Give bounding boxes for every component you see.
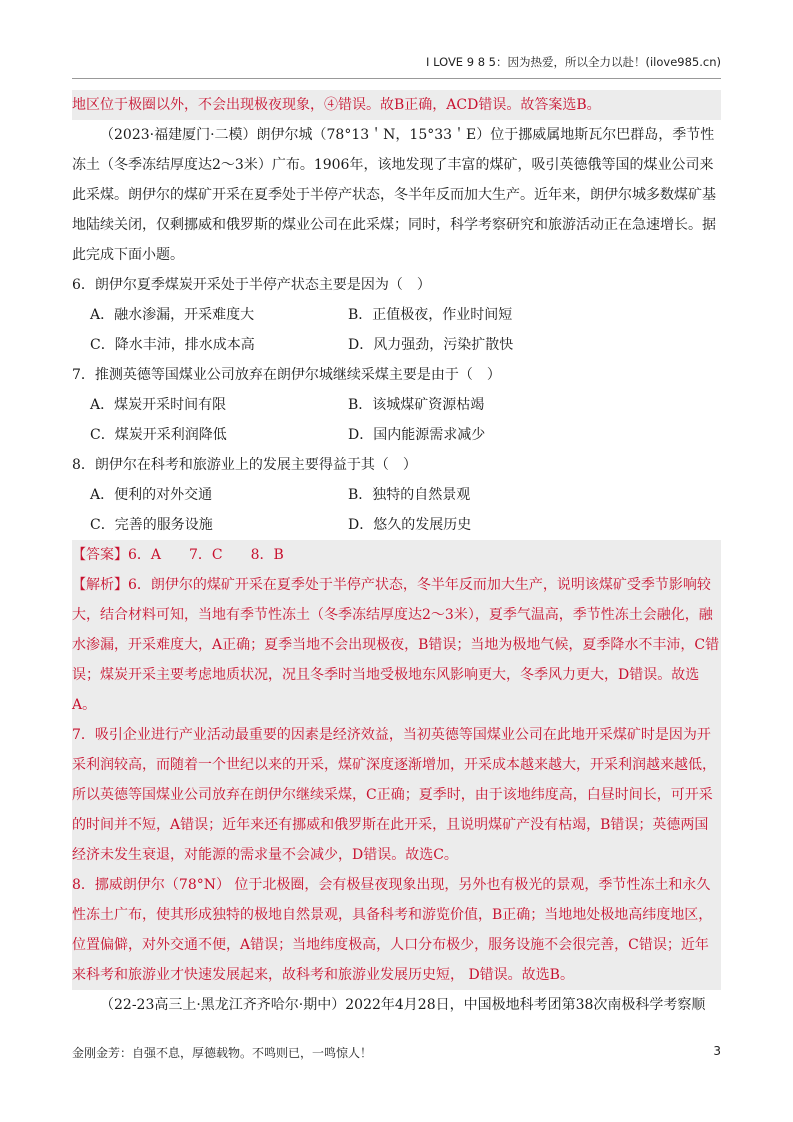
question-stem: 6．朗伊尔夏季煤炭开采处于半停产状态主要是因为（ ） xyxy=(72,277,431,293)
analysis-6 xyxy=(72,570,721,720)
analysis-6-text: 6．朗伊尔的煤矿开采在夏季处于半停产状态，冬半年反而加大生产，说明该煤矿受季节影响较大，结合材料可知，当地有季节性冻土（冬季冻结厚度达2～3米），夏季气温高，季节性冻土会融化，融水渗漏，开采难度大，A正确；夏季当地不会出现极夜，B错误；当地为极地气候，夏季降水不丰沛，C错误；煤炭开采主要考虑地质状况，况且冬季时当地受极地东风影响更大，冬季风力更大，D错误。故选A。 xyxy=(72,577,720,713)
passage-text: （2023·福建厦门·二模）朗伊尔城（78°13＇N，15°33＇E）位于挪威属地斯瓦尔巴群岛，季节性冻土（冬季冻结厚度达2～3米）广布。1906年，该地发现了丰富的煤矿，吸引英德俄等国的煤业公司来此采煤。朗伊尔的煤矿开采在夏季处于半停产状态，冬半年反而加大生产。近年来，朗伊尔城多数煤矿基地陆续关闭，仅剩挪威和俄罗斯的煤业公司在此采煤；同时，科学考察研究和旅游活动正在急速增长。据此完成下面小题。 xyxy=(72,127,716,263)
answer-line xyxy=(72,540,721,570)
option-b: B．该城煤矿资源枯竭 xyxy=(348,397,485,413)
analysis-8: 8．挪威朗伊尔（78°N） 位于北极圈，会有极昼夜现象出现，另外也有极光的景观，季节性冻土和永久性冻土广布，使其形成独特的极地自然景观，具备科考和游览价值，B正确；当地地处极地高纬度地区，位置偏僻，对外交通不便，A错误；当地纬度极高，人口分布极少，服务设施不会很完善，C错误；近年来科考和旅游业才快速发展起来，故科考和旅游业发展历史短， D错误。故选B。 xyxy=(72,877,713,983)
question-8 xyxy=(72,450,721,540)
question-6 xyxy=(72,270,721,360)
page-number: 3 xyxy=(713,1044,721,1058)
answer-text: 6．A 7．C 8．B xyxy=(128,547,284,563)
option-a: A．融水渗漏，开采难度大 xyxy=(90,307,255,323)
page-header: I LOVE 9 8 5：因为热爱，所以全力以赴！(ilove985.cn) xyxy=(426,55,721,69)
question-stem: 8．朗伊尔在科考和旅游业上的发展主要得益于其（ ） xyxy=(72,457,417,473)
options-row xyxy=(72,480,721,510)
options-row xyxy=(72,330,721,360)
option-d: D．风力强劲，污染扩散快 xyxy=(348,337,514,353)
option-a: A．煤炭开采时间有限 xyxy=(90,397,227,413)
options-row xyxy=(72,420,721,450)
previous-analysis-tail: 地区位于极圈以外，不会出现极夜现象，④错误。故B正确，ACD错误。故答案选B。 xyxy=(72,90,721,120)
option-b: B．独特的自然景观 xyxy=(348,487,471,503)
document-body xyxy=(72,90,721,1020)
options-row xyxy=(72,300,721,330)
option-a: A．便利的对外交通 xyxy=(90,487,213,503)
option-c: C．降水丰沛，排水成本高 xyxy=(90,337,255,353)
next-passage-start: （22-23高三上·黑龙江齐齐哈尔·期中）2022年4月28日，中国极地科考团第38次南极科学考察顺 xyxy=(100,997,706,1013)
answer-label: 【答案】 xyxy=(72,547,128,563)
analysis-label: 【解析】 xyxy=(72,577,128,593)
options-row xyxy=(72,390,721,420)
option-c: C．煤炭开采利润降低 xyxy=(90,427,227,443)
option-b: B．正值极夜，作业时间短 xyxy=(348,307,513,323)
option-d: D．悠久的发展历史 xyxy=(348,517,472,533)
option-c: C．完善的服务设施 xyxy=(90,517,213,533)
question-stem: 7．推测英德等国煤业公司放弃在朗伊尔城继续采煤主要是由于（ ） xyxy=(72,367,501,383)
analysis-7: 7．吸引企业进行产业活动最重要的因素是经济效益，当初英德等国煤业公司在此地开采煤矿时是因为开采利润较高，而随着一个世纪以来的开采，煤矿深度逐渐增加，开采成本越来越大，开采利润越来越低，所以英德等国煤业公司放弃在朗伊尔继续采煤，C正确；夏季时，由于该地纬度高，白昼时间长，可开采的时间并不短，A错误；近年来还有挪威和俄罗斯在此开采，且说明煤矿产没有枯竭，B错误；英德两国经济未发生衰退，对能源的需求量不会减少，D错误。故选C。 xyxy=(72,727,716,863)
footer-motto: 金刚金芳：自强不息，厚德载物。不鸣则已，一鸣惊人！ xyxy=(72,1046,373,1060)
question-7 xyxy=(72,360,721,450)
answer-block xyxy=(72,540,721,990)
header-divider xyxy=(72,78,721,79)
options-row xyxy=(72,510,721,540)
option-d: D．国内能源需求减少 xyxy=(348,427,486,443)
